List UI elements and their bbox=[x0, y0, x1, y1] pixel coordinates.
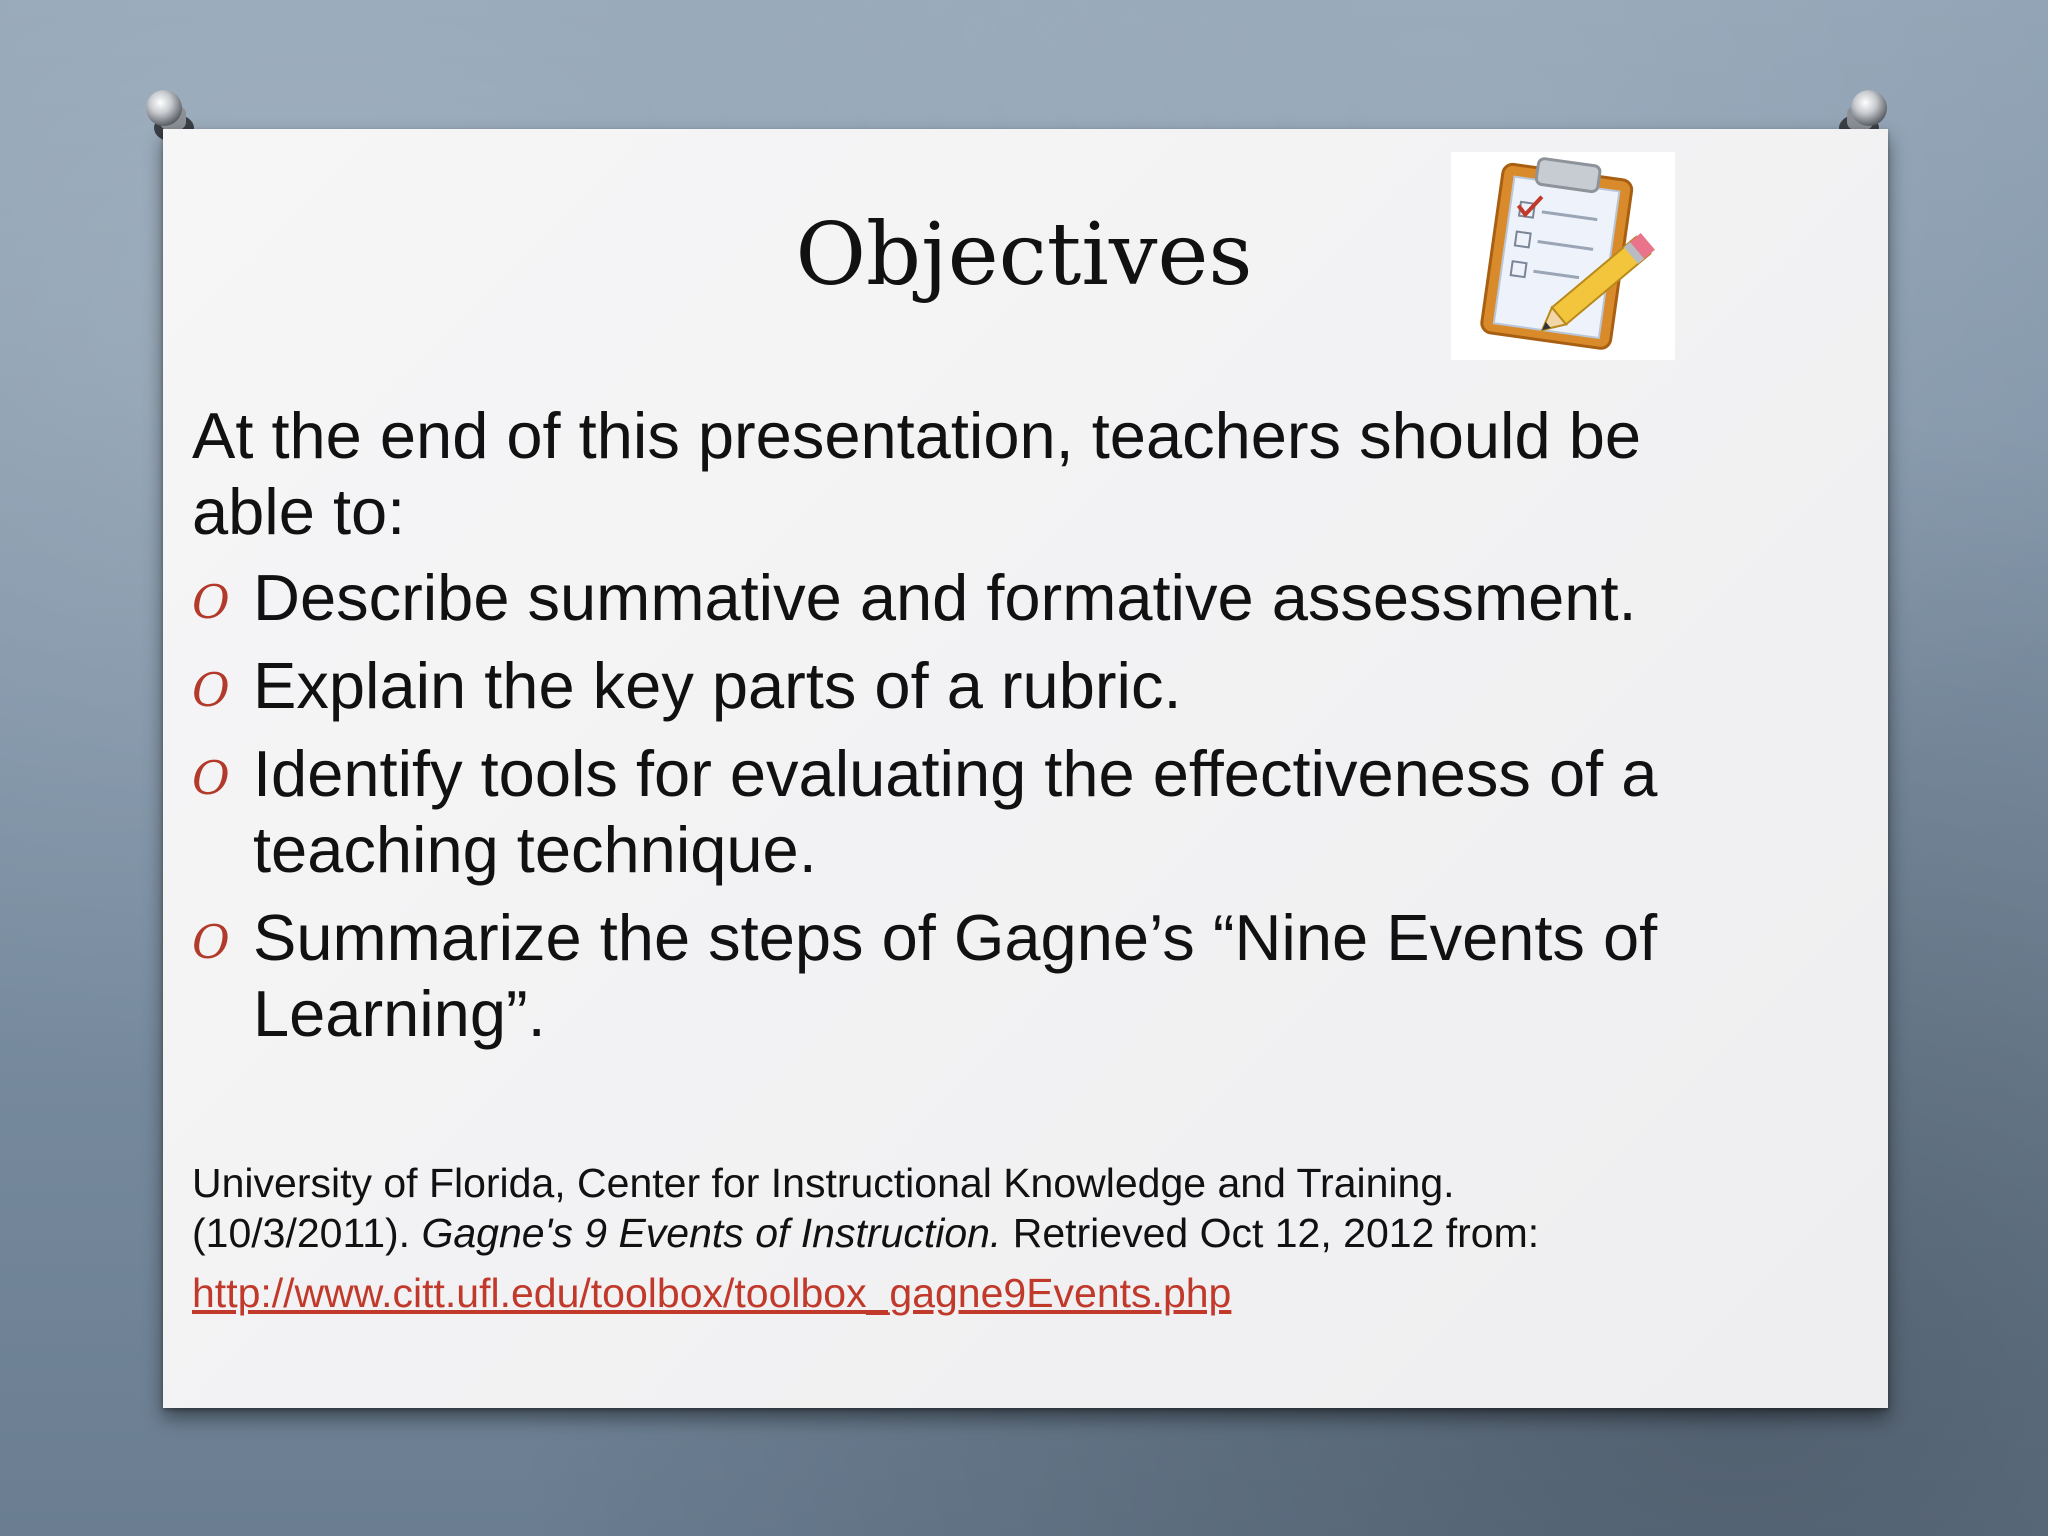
intro-line-2: able to: bbox=[192, 475, 406, 548]
citation-url-link[interactable]: http://www.citt.ufl.edu/toolbox/toolbox_gagne9Events.php bbox=[192, 1270, 1232, 1316]
bullet-o-icon: O bbox=[192, 663, 230, 717]
objective-item bbox=[192, 648, 1752, 724]
citation-line-2 bbox=[192, 1208, 1752, 1258]
bullet-o-icon: O bbox=[192, 915, 230, 969]
objective-text-continued: Learning”. bbox=[253, 977, 546, 1050]
citation bbox=[192, 1158, 1752, 1258]
slide-title: Objectives bbox=[795, 205, 1253, 305]
intro-text bbox=[192, 398, 1752, 550]
citation-date: (10/3/2011). bbox=[192, 1210, 422, 1256]
objective-item bbox=[192, 560, 1752, 636]
citation-line-1: University of Florida, Center for Instructional Knowledge and Training. bbox=[192, 1160, 1455, 1206]
objective-text: Explain the key parts of a rubric. bbox=[253, 649, 1182, 722]
objective-text: Summarize the steps of Gagne’s “Nine Events of bbox=[253, 901, 1658, 974]
bullet-o-icon: O bbox=[192, 751, 230, 805]
objective-item bbox=[192, 736, 1752, 888]
citation-work-title: Gagne's 9 Events of Instruction. bbox=[421, 1210, 1002, 1256]
intro-line-1: At the end of this presentation, teachers should be bbox=[192, 399, 1642, 472]
objective-item bbox=[192, 900, 1752, 1052]
clipboard-checklist-pencil-icon bbox=[1451, 152, 1675, 360]
citation-retrieved: Retrieved Oct 12, 2012 from: bbox=[1001, 1210, 1540, 1256]
bullet-o-icon: O bbox=[192, 575, 230, 629]
objectives-list bbox=[192, 560, 1752, 1064]
objective-text: Identify tools for evaluating the effectiveness of a bbox=[253, 737, 1658, 810]
objective-text-continued: teaching technique. bbox=[253, 813, 817, 886]
objective-text: Describe summative and formative assessment. bbox=[253, 561, 1637, 634]
